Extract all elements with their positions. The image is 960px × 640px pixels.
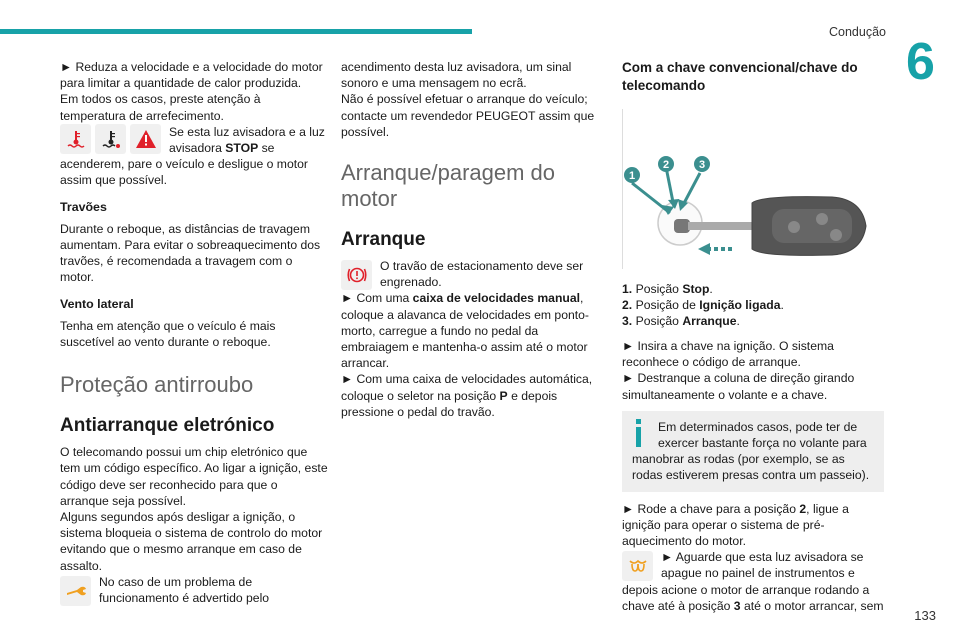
list-item: 3. Posição Arranque. <box>622 314 740 328</box>
wind-heading: Vento lateral <box>60 296 134 311</box>
ignition-key-illustration <box>622 103 880 271</box>
page-number: 133 <box>914 608 936 623</box>
manual-text-c: , coloque a alavanca de velocidades em ponto-morto, carregue a fundo no pedal da embraiagem e mantenha-o assim até o motor arrancar. <box>341 291 589 371</box>
step3-a: ► Rode a chave para a posição <box>622 501 800 516</box>
step3-c: , ligue a ignição para operar o sistema de pré-aquecimento do motor. <box>622 501 849 549</box>
key-section-heading: Com a chave convencional/chave do telecomando <box>622 60 858 93</box>
ignition-key-figure <box>622 103 880 271</box>
list-item: 2. Posição de Ignição ligada. <box>622 298 784 312</box>
brakes-text: Durante o reboque, as distâncias de travagem aumentam. Para evitar o sobreaquecimento dos travões, é recomendada a travagem com o motor. <box>60 221 321 285</box>
warning-paragraph <box>60 124 328 189</box>
step-preheat <box>622 501 890 550</box>
coolant-temp-icon <box>60 124 91 154</box>
immobiliser-text-2: Alguns segundos após desligar a ignição, o sistema bloqueia o sistema de controlo do motor evitando que o mesmo arranque em caso de assalto. <box>60 510 323 573</box>
warning-icons <box>60 124 161 154</box>
warning-text-c: se acenderem, pare o veículo e desligue o motor assim que possível. <box>60 141 308 188</box>
info-note <box>622 411 884 492</box>
paragraph: ► Reduza a velocidade e a velocidade do motor para limitar a quantidade de calor produzida. <box>60 60 323 91</box>
figure-label-2: 2 <box>662 159 670 171</box>
figure-label-1: 1 <box>628 170 636 182</box>
wrench-icon <box>60 576 91 606</box>
start-stop-section-title: Arranque/paragem do motor <box>341 160 556 212</box>
auto-gearbox-text <box>341 371 599 420</box>
immobiliser-heading: Antiarranque eletrónico <box>60 415 275 437</box>
note-text: Em determinados casos, pode ter de exercer bastante força no volante para manobrar as rodas (por exemplo, se as rodas estiverem presas contra um passeio). <box>632 419 870 483</box>
warning-triangle-icon <box>130 124 161 154</box>
paragraph: Em todos os casos, preste atenção à temperatura de arrefecimento. <box>60 92 261 123</box>
step4-b: 3 <box>733 598 741 613</box>
manual-text-b: caixa de velocidades manual <box>412 291 580 306</box>
step-unlock-steering: ► Destranque a coluna de direção girando simultaneamente o volante e a chave. <box>622 371 855 402</box>
paragraph: Não é possível efetuar o arranque do veículo; contacte um revendedor PEUGEOT assim que possível. <box>341 92 595 139</box>
position-list <box>622 281 890 329</box>
immobiliser-text-3: No caso de um problema de funcionamento é advertido pelo <box>99 574 270 606</box>
antitheft-section-title: Proteção antirroubo <box>60 372 254 398</box>
step4-a: ► Aguarde que esta luz avisadora se apague no painel de instrumentos e depois acione o motor de arranque rodando a chave até à posição <box>622 550 870 613</box>
key-illustration <box>674 197 866 256</box>
brakes-heading: Travões <box>60 199 107 214</box>
immobiliser-text-1: O telecomando possui um chip eletrónico que tem um código específico. Ao ligar a ignição, este código deve ser reconhecido para que o arranque seja possível. <box>60 445 328 508</box>
warning-text-a: Se esta luz avisadora e a luz avisadora <box>169 124 325 156</box>
auto-text-a: ► Com uma caixa de velocidades automática, coloque o seletor na posição <box>341 372 593 403</box>
list-item: 1. Posição Stop. <box>622 282 713 296</box>
column-1 <box>60 59 328 606</box>
manual-gearbox-text <box>341 290 599 371</box>
coolant-level-icon <box>95 124 126 154</box>
step4-c: até o motor arrancar, sem <box>740 598 884 613</box>
paragraph: acendimento desta luz avisadora, um sinal sonoro e uma mensagem no ecrã. <box>341 60 572 91</box>
chapter-number: 6 <box>906 33 935 91</box>
header-accent-bar <box>0 29 472 34</box>
column-3 <box>622 59 890 614</box>
column-2 <box>341 59 599 420</box>
parking-brake-paragraph <box>341 258 599 290</box>
step-start <box>622 549 890 614</box>
preheating-icon <box>622 551 653 581</box>
figure-label-3: 3 <box>698 159 706 171</box>
step3-b: 2 <box>799 501 807 516</box>
auto-text-c: e depois pressione o pedal do travão. <box>341 388 558 419</box>
immobiliser-warning <box>60 574 328 606</box>
info-icon <box>632 419 652 449</box>
manual-text-a: ► Com uma <box>341 291 413 306</box>
parking-brake-icon <box>341 260 372 290</box>
start-heading: Arranque <box>341 229 426 251</box>
parking-brake-text: O travão de estacionamento deve ser engrenado. <box>380 259 584 290</box>
stop-label: STOP <box>225 141 259 156</box>
auto-text-b: P <box>499 388 508 403</box>
wind-text: Tenha em atenção que o veículo é mais suscetível ao vento durante o reboque. <box>60 318 276 350</box>
step-insert-key: ► Insira a chave na ignição. O sistema reconhece o código de arranque. <box>622 339 834 370</box>
header-title: Condução <box>829 25 886 39</box>
